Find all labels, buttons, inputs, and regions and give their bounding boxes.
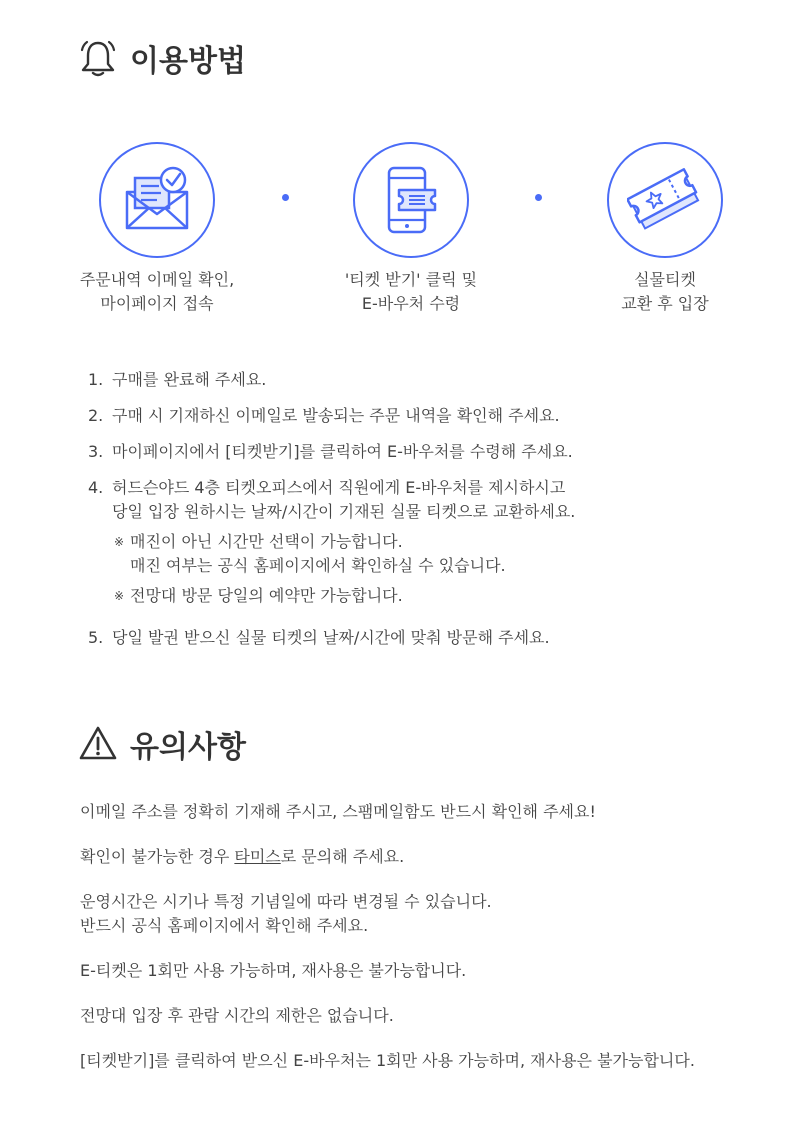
usage-guide-list — [88, 368, 788, 662]
usage-section-title — [78, 36, 246, 80]
step-entrance-caption: 실물티켓 교환 후 입장 — [621, 270, 709, 313]
list-item: 5. 당일 발권 받으신 실물 티켓의 날짜/시간에 맞춰 방문해 주세요. — [88, 628, 550, 647]
step-email — [47, 142, 267, 316]
usage-title-text: 이용방법 — [130, 44, 246, 79]
step-separator-dot — [282, 194, 289, 201]
list-item: 4. 허드슨야드 4층 티켓오피스에서 직원에게 E-바우처를 제시하시고 당일 입장 원하시는 날짜/시간이 기재된 실물 티켓으로 교환하세요. ※ 매진이 아닌 시간만 선택이 가능합니다. 매진 여부는 공식 홈페이지에서 확인하실 수 있습니다. ※ 전망대 방문 당일의 예약만 가능합니다. — [88, 476, 788, 614]
notice-title-text: 유의사항 — [130, 730, 246, 765]
bell-icon — [78, 38, 118, 78]
ticket-icon — [627, 162, 703, 238]
list-item: 1. 구매를 완료해 주세요. — [88, 370, 267, 389]
tamis-link[interactable]: 타미스 — [234, 847, 281, 866]
list-item: 3. 마이페이지에서 [티켓받기]를 클릭하여 E-바우처를 수령해 주세요. — [88, 442, 573, 461]
note-item: ※ 전망대 방문 당일의 예약만 가능합니다. — [114, 586, 403, 605]
step-entrance — [555, 142, 775, 316]
guide-notes — [114, 530, 575, 608]
step-ticket-get — [301, 142, 521, 316]
notice-list — [80, 800, 780, 1094]
list-item: 2. 구매 시 기재하신 이메일로 발송되는 주문 내역을 확인해 주세요. — [88, 406, 560, 425]
notice-paragraph: E-티켓은 1회만 사용 가능하며, 재사용은 불가능합니다. — [80, 961, 467, 980]
envelope-check-icon — [119, 162, 195, 238]
step-entrance-circle — [607, 142, 723, 258]
notice-paragraph: [티켓받기]를 클릭하여 받으신 E-바우처는 1회만 사용 가능하며, 재사용은 불가능합니다. — [80, 1051, 695, 1070]
phone-ticket-icon — [373, 162, 449, 238]
notice-section-title — [78, 722, 246, 766]
usage-steps — [0, 142, 800, 332]
note-item: ※ 매진이 아닌 시간만 선택이 가능합니다. 매진 여부는 공식 홈페이지에서 확인하실 수 있습니다. — [114, 532, 506, 575]
warning-icon — [78, 724, 118, 764]
notice-paragraph: 전망대 입장 후 관람 시간의 제한은 없습니다. — [80, 1006, 394, 1025]
step-ticket-get-caption: '티켓 받기' 클릭 및 E-바우처 수령 — [344, 270, 478, 313]
step-ticket-get-circle — [353, 142, 469, 258]
step-separator-dot — [535, 194, 542, 201]
notice-paragraph: 확인이 불가능한 경우 타미스로 문의해 주세요. — [80, 847, 405, 866]
step-email-circle — [99, 142, 215, 258]
notice-paragraph: 이메일 주소를 정확히 기재해 주시고, 스팸메일함도 반드시 확인해 주세요! — [80, 802, 596, 821]
notice-paragraph: 운영시간은 시기나 특정 기념일에 따라 변경될 수 있습니다. 반드시 공식 홈페이지에서 확인해 주세요. — [80, 892, 492, 935]
step-email-caption: 주문내역 이메일 확인, 마이페이지 접속 — [79, 270, 235, 313]
